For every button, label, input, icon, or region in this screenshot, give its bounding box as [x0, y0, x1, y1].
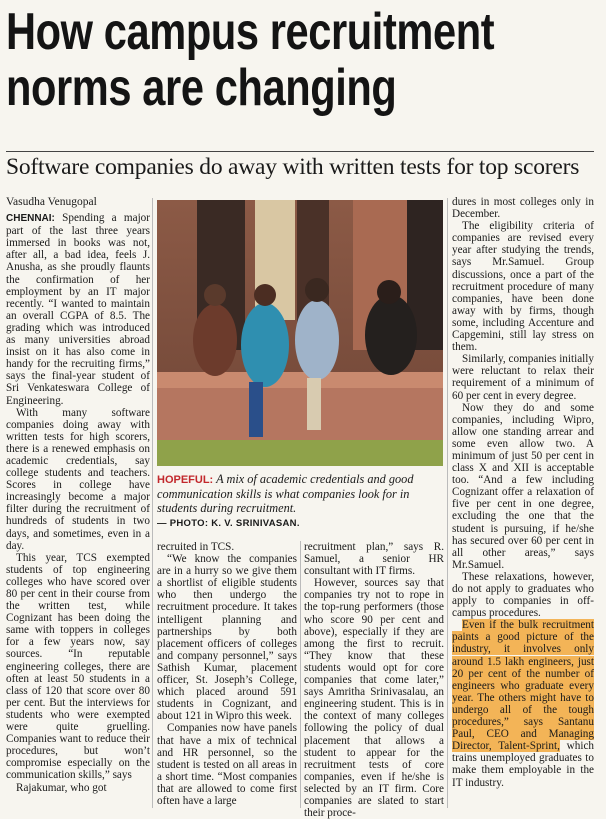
- column-separator: [152, 198, 153, 808]
- col1-paragraph-2: With many software companies doing away with written tests for high scorers, there is a renewed emphasis on academic credentials, say college students and teachers. Scores in college have increasingly become a major filter during the recruitment of hundreds of students in two days, and sometimes, even in a day.: [6, 406, 150, 552]
- column-3: [304, 541, 444, 819]
- col4-paragraph-6: [452, 619, 594, 788]
- col4-paragraph-2: The eligibility criteria of companies are revised every year after studying the trends, says Mr.Samuel. Group discussions, once a part of the recruitment procedure of many companies, have been done away with by firms, though some, including Accenture and Capgemini, still lay stress on them.: [452, 220, 594, 354]
- column-4: [452, 196, 594, 808]
- col4-p6-rest: which trains unemployed graduates to make them employable in the IT industry.: [452, 740, 594, 789]
- deck: Software companies do away with written tests for top scorers: [6, 154, 580, 180]
- caption-text: A mix of academic credentials and good communication skills is what companies look for in students during recruitment.: [157, 472, 414, 515]
- column-separator: [300, 541, 301, 808]
- headline-line-1: How campus recruitment: [6, 3, 495, 61]
- col4-paragraph-3: Similarly, companies initially were reluctant to relax their requirement of a minimum of 60 per cent in every degree.: [452, 353, 594, 402]
- deck-top-rule: [6, 151, 594, 152]
- column-1: [6, 196, 150, 808]
- highlighted-quote: Even if the bulk recruitment paints a good picture of the industry, it involves only around 1.5 lakh engineers, just 20 per cent of the number of engineers who graduate every year. The others might have to undergo all of the tough procedures,” says Santanu Paul, CEO and Managing Director, Talent-Sprint,: [452, 619, 594, 753]
- col1-paragraph-3: This year, TCS exempted students of top engineering colleges who have scored over 80 per cent in their course from the written test, while Cognizant has been doing the same with toppers in colleges for a few years now, say sources. “In reputable engineering colleges, there are often at least 50 students in a class of 120 that score over 80 per cent. But the interviews for students who were exempted were quite gruelling. Companies want to reduce their procedures, but won’t compromise especially on the communication skills,” says: [6, 551, 150, 782]
- headline-line-2: norms are changing: [6, 59, 397, 117]
- col3-paragraph-1: recruitment plan,” says R. Samuel, a senior HR consultant with IT firms.: [304, 541, 444, 578]
- photo-credit: — PHOTO: K. V. SRINIVASAN.: [157, 518, 300, 529]
- caption-tag: HOPEFUL:: [157, 474, 214, 486]
- col1-paragraph-4: Rajakumar, who got: [16, 781, 107, 794]
- col1-paragraph-1: [6, 212, 150, 407]
- col2-paragraph-3: Companies now have panels that have a mix of technical and HR personnel, so the student is tested on all areas in a short time. “Most companies that are allowed to come first often have a large: [157, 722, 297, 807]
- col3-paragraph-2: However, sources say that companies try not to rope in the top-rung performers (those who score 90 per cent and above), especially if they are among the first to recruit. “They know that these students would opt for core companies that come later,” says Amritha Srinivasalau, an engineering student. This is in the context of many colleges following the policy of dual placement that allows a student to appear for the recruitment tests of core companies, even if he/she is selected by an IT firm. Core companies are slated to start their proce-: [304, 577, 444, 819]
- col4-paragraph-5: These relaxations, however, do not apply to graduates who apply to companies in off-campus procedures.: [452, 570, 594, 620]
- photo-caption: [157, 472, 443, 531]
- col1-p1-text: Spending a major part of the last three years immersed in books was not, after all, a bad idea, feels J. Anusha, as she proudly flaunts the confirmation of her employment by an IT major recently. “I wanted to maintain an overall CGPA of 8.5. The grading which was introduced as many universities abroad insist on it has also come in handy for the recruiting firms,” says the final-year student of Sri Venkateswara College of Engineering.: [6, 212, 150, 407]
- article-photo: [157, 200, 443, 466]
- headline: [6, 3, 495, 117]
- col2-paragraph-2: “We know the companies are in a hurry so we give them a shortlist of eligible students who then undergo the recruitment procedure. It takes intelligent planning and partnerships by both placement officers of colleges and company personnel,” says Sathish Kumar, placement officer, St. Joseph’s College, which placed around 591 students in Cognizant, and about 121 in Wipro this week.: [157, 553, 297, 723]
- col4-paragraph-4: Now they do and some companies, including Wipro, allow one standing arrear and some even allow two. A minimum of just 50 per cent in class X and XII is acceptable too. “And a few including Cognizant offer a relaxation of five per cent in one degree, excluding the one that the student is pursuing, if he/she has secured over 60 per cent in all other areas,” says Mr.Samuel.: [452, 401, 594, 571]
- col2-paragraph-1: recruited in TCS.: [157, 541, 235, 553]
- dateline: CHENNAI:: [6, 213, 55, 225]
- column-separator: [447, 198, 448, 808]
- column-2: [157, 541, 297, 808]
- byline: Vasudha Venugopal: [6, 196, 97, 208]
- col4-paragraph-1: dures in most colleges only in December.: [452, 196, 594, 221]
- students-photo-illustration: [157, 200, 443, 466]
